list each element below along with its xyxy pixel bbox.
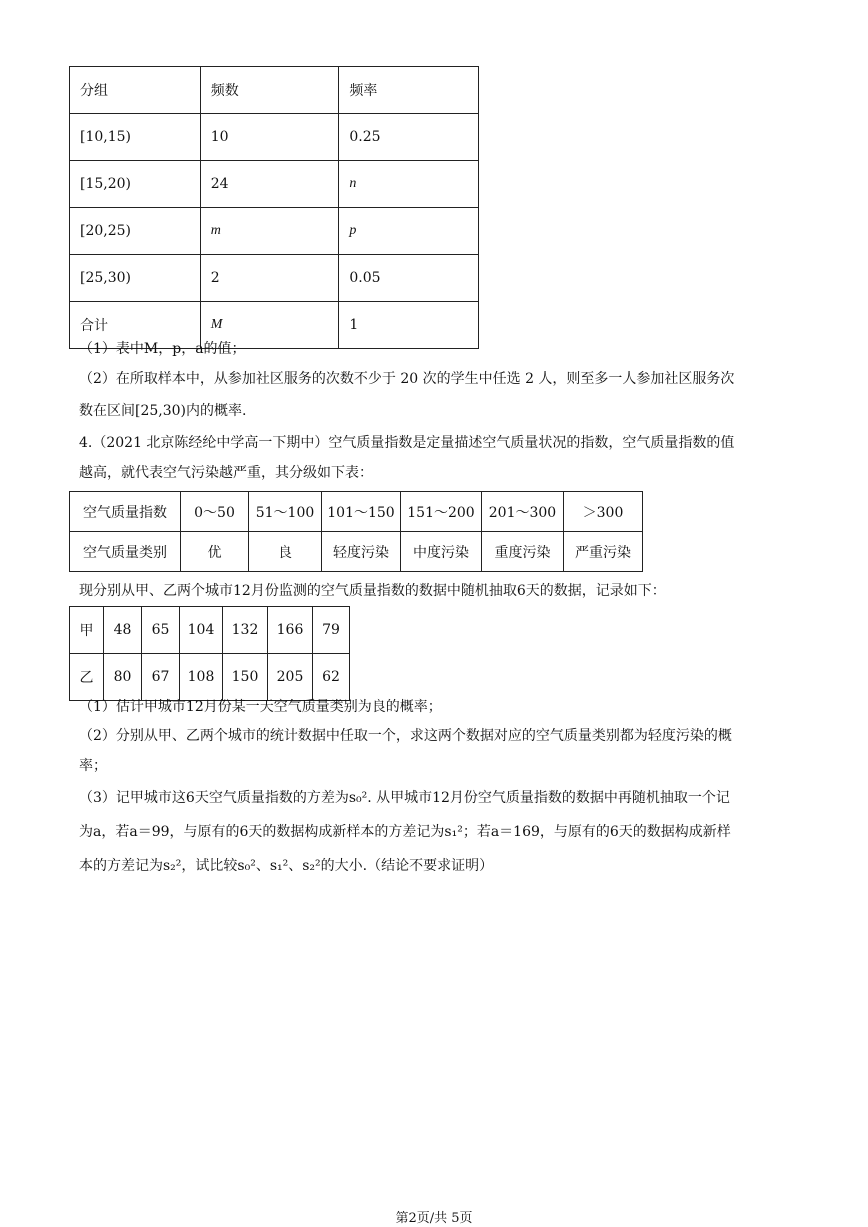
- table-cell: 108: [180, 654, 223, 701]
- table-row: [70, 161, 479, 208]
- table-cell: 合计: [70, 302, 201, 349]
- table-cell: 101～150: [322, 492, 401, 532]
- table-header-row: [70, 67, 479, 114]
- q4-sub2-line1: （2）分别从甲、乙两个城市的统计数据中任取一个，求这两个数据对应的空气质量类别都为轻度污染的概: [79, 728, 732, 744]
- table-cell: 乙: [70, 654, 104, 701]
- table-cell: 空气质量指数: [70, 492, 181, 532]
- table-cell: 甲: [70, 607, 104, 654]
- table-cell: 中度污染: [401, 532, 482, 572]
- q4-sub3-line1: （3）记甲城市这6天空气质量指数的方差为s₀². 从甲城市12月份空气质量指数的数据中再随机抽取一个记: [79, 790, 730, 806]
- table-cell: 79: [313, 607, 350, 654]
- table-cell: 205: [268, 654, 313, 701]
- table-cell: 48: [104, 607, 142, 654]
- table-cell: 51～100: [249, 492, 322, 532]
- table-cell: 62: [313, 654, 350, 701]
- table-row: [70, 654, 350, 701]
- table-cell: [20,25): [70, 208, 201, 255]
- table-cell: 优: [181, 532, 249, 572]
- table-row: [70, 255, 479, 302]
- table-cell: 空气质量类别: [70, 532, 181, 572]
- table-cell: 201～300: [482, 492, 564, 532]
- q3-sub2-line2: 数在区间[25,30)内的概率.: [79, 403, 247, 419]
- table-cell: 1: [339, 302, 479, 349]
- table-cell: 0.25: [339, 114, 479, 161]
- table-cell: 67: [142, 654, 180, 701]
- q4-sub2-line2: 率；: [79, 758, 107, 774]
- table-cell: 重度污染: [482, 532, 564, 572]
- q4-sub1: （1）估计甲城市12月份某一天空气质量类别为良的概率；: [79, 699, 442, 715]
- city-data-table: [69, 606, 350, 701]
- table-cell: 严重污染: [564, 532, 643, 572]
- table-cell: 0～50: [181, 492, 249, 532]
- table-cell: 65: [142, 607, 180, 654]
- air-quality-grade-table: [69, 491, 643, 572]
- table-cell: 轻度污染: [322, 532, 401, 572]
- table-row: [70, 492, 643, 532]
- table-cell: 132: [223, 607, 268, 654]
- table-cell: n: [339, 161, 479, 208]
- header-cell: 频率: [339, 67, 479, 114]
- table-cell: [10,15): [70, 114, 201, 161]
- table-cell: 166: [268, 607, 313, 654]
- table-cell: m: [200, 208, 339, 255]
- frequency-table: [69, 66, 479, 349]
- table-cell: 良: [249, 532, 322, 572]
- q4-sample-intro: 现分别从甲、乙两个城市12月份监测的空气质量指数的数据中随机抽取6天的数据，记录如下：: [79, 583, 666, 599]
- table-cell: 104: [180, 607, 223, 654]
- table-cell: p: [339, 208, 479, 255]
- table-row: [70, 532, 643, 572]
- header-cell: 频数: [200, 67, 339, 114]
- table-cell: ＞300: [564, 492, 643, 532]
- table-cell: 2: [200, 255, 339, 302]
- table-row: [70, 114, 479, 161]
- page-footer: 第2页/共 5页: [395, 1211, 473, 1226]
- q3-sub1: （1）表中M，p，a的值；: [79, 341, 246, 357]
- table-cell: 24: [200, 161, 339, 208]
- table-cell: 10: [200, 114, 339, 161]
- q3-sub2-line1: （2）在所取样本中，从参加社区服务的次数不少于 20 次的学生中任选 2 人，则至多一人参加社区服务次: [79, 371, 735, 387]
- q4-sub3-line2: 为a，若a＝99，与原有的6天的数据构成新样本的方差记为s₁²；若a＝169，与原有的6天的数据构成新样: [79, 824, 731, 840]
- table-cell: M: [200, 302, 339, 349]
- table-cell: [25,30): [70, 255, 201, 302]
- q4-intro-line1: 4.（2021 北京陈经纶中学高一下期中）空气质量指数是定量描述空气质量状况的指数，空气质量指数的值: [79, 435, 735, 451]
- table-cell: 0.05: [339, 255, 479, 302]
- table-cell: 80: [104, 654, 142, 701]
- header-cell: 分组: [70, 67, 201, 114]
- q4-sub3-line3: 本的方差记为s₂²，试比较s₀²、s₁²、s₂²的大小.（结论不要求证明）: [79, 858, 494, 874]
- q4-intro-line2: 越高，就代表空气污染越严重，其分级如下表：: [79, 465, 373, 481]
- table-row: [70, 208, 479, 255]
- table-cell: [15,20): [70, 161, 201, 208]
- table-row: [70, 607, 350, 654]
- table-cell: 150: [223, 654, 268, 701]
- table-cell: 151～200: [401, 492, 482, 532]
